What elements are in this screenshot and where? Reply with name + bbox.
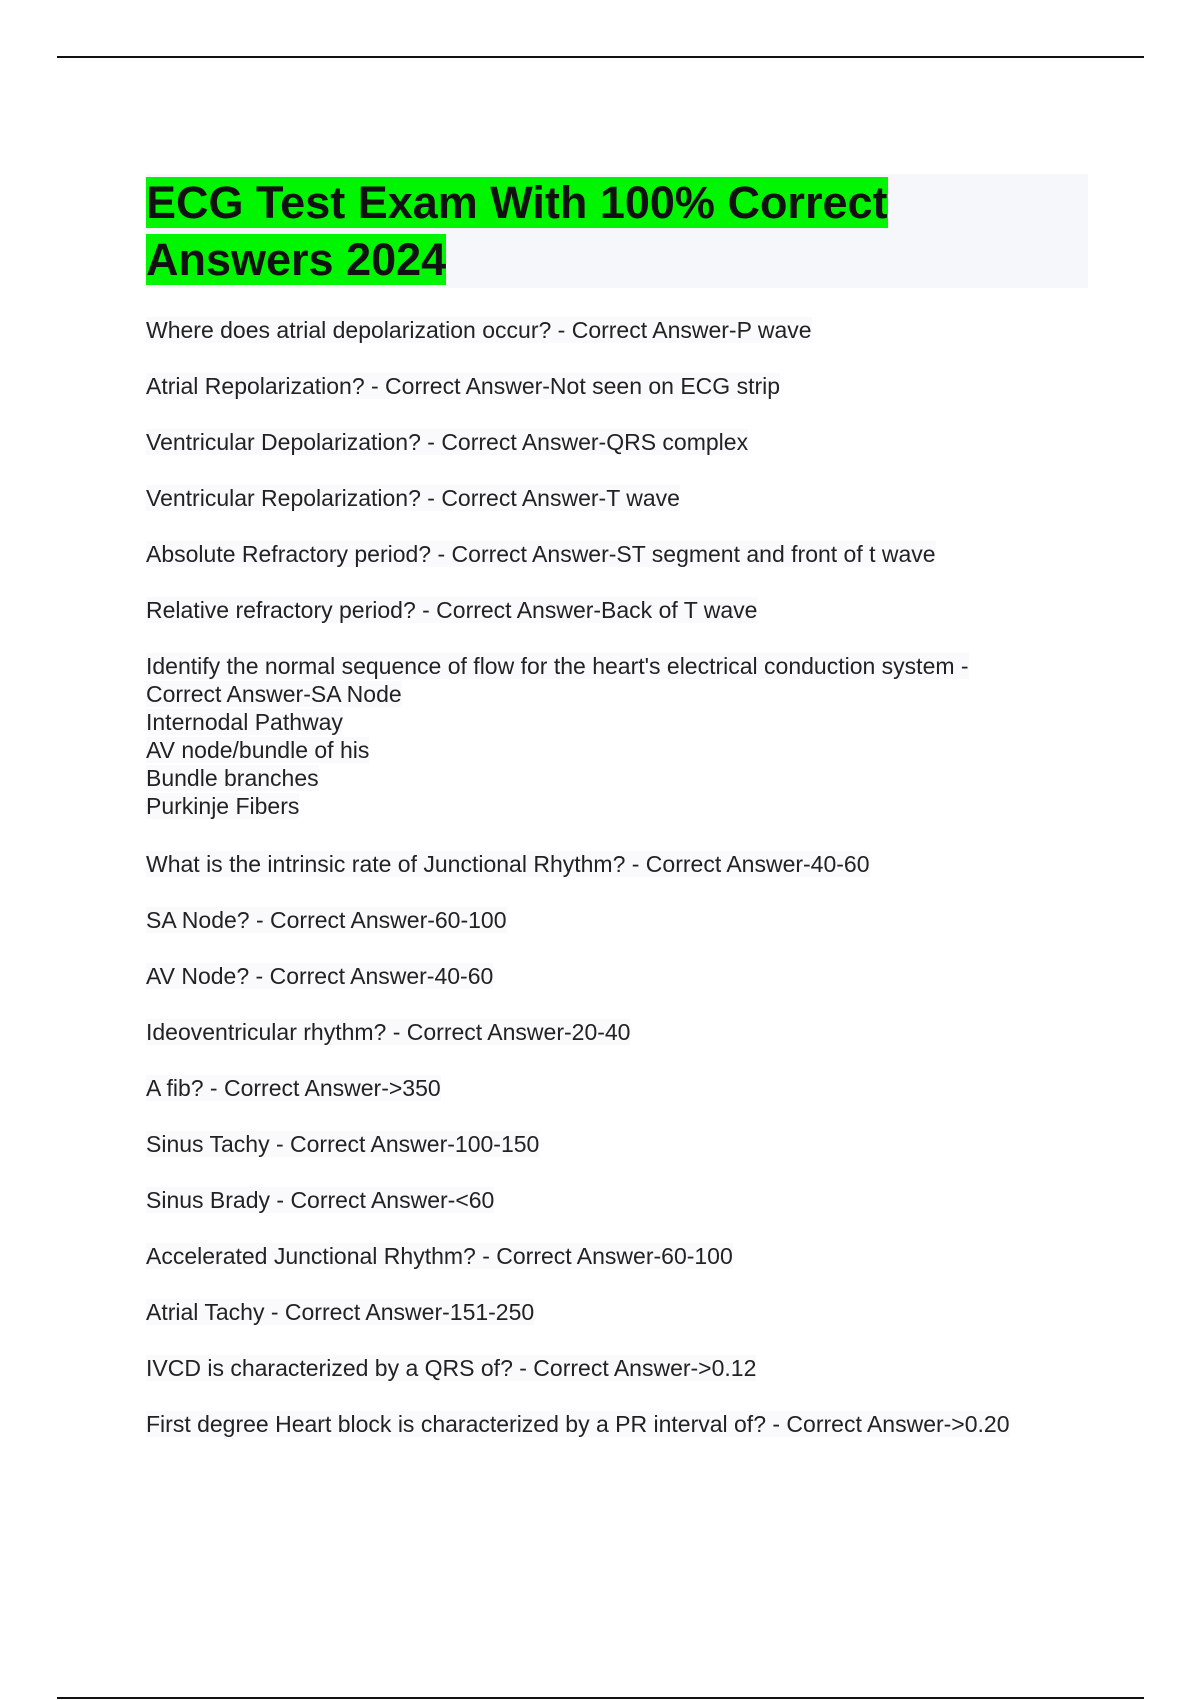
qa-item: [146, 962, 1088, 990]
qa-text: Identify the normal sequence of flow for the heart's electrical conduction system - Correct Answer-SA Node Internodal Pathway AV node/bundle of his Bundle branches Purkinje Fibers: [146, 653, 969, 819]
qa-item: [146, 540, 1088, 568]
document-body: [146, 174, 1088, 1466]
page-title-highlight: ECG Test Exam With 100% Correct Answers 2024: [146, 177, 888, 285]
qa-text: SA Node? - Correct Answer-60-100: [146, 907, 507, 933]
qa-text: Ventricular Repolarization? - Correct Answer-T wave: [146, 485, 680, 511]
page-title: [146, 174, 966, 288]
qa-text: A fib? - Correct Answer->350: [146, 1075, 441, 1101]
qa-item: [146, 1354, 1088, 1382]
qa-item: [146, 1186, 1088, 1214]
qa-item: [146, 1298, 1088, 1326]
qa-text: Atrial Repolarization? - Correct Answer-Not seen on ECG strip: [146, 373, 781, 399]
qa-item: [146, 316, 1088, 344]
footer-rule: [57, 1697, 1144, 1699]
qa-item: [146, 428, 1088, 456]
qa-item: [146, 1074, 1088, 1102]
qa-item: [146, 906, 1088, 934]
qa-text: Sinus Tachy - Correct Answer-100-150: [146, 1131, 540, 1157]
qa-text: AV Node? - Correct Answer-40-60: [146, 963, 494, 989]
qa-item-conduction-sequence: [146, 652, 1088, 820]
qa-text: Absolute Refractory period? - Correct Answer-ST segment and front of t wave: [146, 541, 936, 567]
qa-item: [146, 1410, 1088, 1438]
qa-text: Sinus Brady - Correct Answer-<60: [146, 1187, 495, 1213]
qa-text: IVCD is characterized by a QRS of? - Correct Answer->0.12: [146, 1355, 757, 1381]
qa-text: Relative refractory period? - Correct Answer-Back of T wave: [146, 597, 758, 623]
qa-item: [146, 372, 1088, 400]
qa-item: [146, 484, 1088, 512]
qa-item: [146, 596, 1088, 624]
qa-item: [146, 1242, 1088, 1270]
qa-list: [146, 316, 1088, 1438]
qa-text: Atrial Tachy - Correct Answer-151-250: [146, 1299, 535, 1325]
header-rule: [57, 56, 1144, 58]
qa-text: Ideoventricular rhythm? - Correct Answer-20-40: [146, 1019, 631, 1045]
qa-item: [146, 1130, 1088, 1158]
qa-text: What is the intrinsic rate of Junctional Rhythm? - Correct Answer-40-60: [146, 851, 870, 877]
qa-text: Where does atrial depolarization occur? - Correct Answer-P wave: [146, 317, 812, 343]
qa-text: First degree Heart block is characterized by a PR interval of? - Correct Answer->0.20: [146, 1411, 1010, 1437]
qa-text: Ventricular Depolarization? - Correct Answer-QRS complex: [146, 429, 749, 455]
qa-text: Accelerated Junctional Rhythm? - Correct Answer-60-100: [146, 1243, 733, 1269]
title-block: [146, 174, 1088, 288]
qa-item: [146, 850, 1088, 878]
qa-item: [146, 1018, 1088, 1046]
